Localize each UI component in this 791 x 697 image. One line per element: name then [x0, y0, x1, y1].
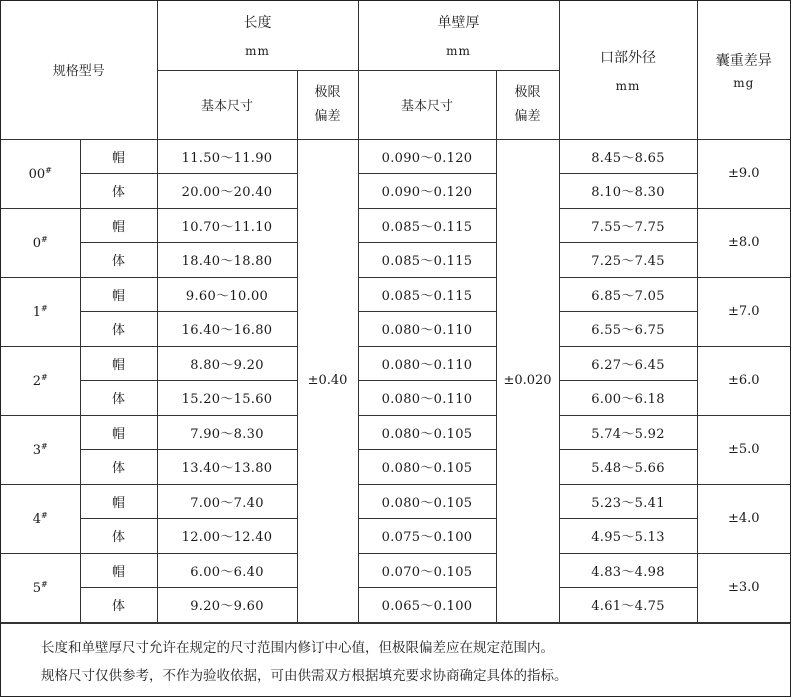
table-row: [1, 312, 790, 347]
outer-diameter: 8.10～8.30: [559, 174, 697, 209]
wall-basic: 0.070～0.105: [358, 553, 496, 588]
part-body: 体: [80, 174, 157, 209]
table-row: [1, 243, 790, 278]
length-basic: 6.00～6.40: [157, 553, 297, 588]
table-row: [1, 139, 790, 174]
length-tolerance: ±0.40: [297, 139, 358, 622]
header-wall-basic: 基本尺寸: [358, 70, 496, 139]
header-model: [1, 1, 157, 139]
model-mark: #: [41, 234, 48, 244]
length-basic: 10.70～11.10: [157, 208, 297, 243]
outer-diameter: 5.74～5.92: [559, 415, 697, 450]
wall-basic: 0.090～0.120: [358, 174, 496, 209]
model-cell: [1, 139, 80, 208]
length-basic: 9.20～9.60: [157, 588, 297, 623]
header-length: [157, 1, 358, 70]
weight-variation: ±3.0: [697, 553, 790, 622]
outer-diameter: 6.27～6.45: [559, 346, 697, 381]
length-basic: 18.40～18.80: [157, 243, 297, 278]
outer-diameter: 7.25～7.45: [559, 243, 697, 278]
wall-basic: 0.075～0.100: [358, 519, 496, 554]
header-length-tolerance-line1: 极限: [314, 84, 341, 100]
wall-basic: 0.090～0.120: [358, 139, 496, 174]
part-cap: 帽: [80, 346, 157, 381]
table-row: [1, 519, 790, 554]
model-number: 0: [32, 235, 42, 251]
length-basic: 11.50～11.90: [157, 139, 297, 174]
header-wall-tolerance-line2: 偏差: [514, 108, 541, 124]
part-body: 体: [80, 588, 157, 623]
wall-basic: 0.080～0.105: [358, 415, 496, 450]
weight-variation: ±7.0: [697, 277, 790, 346]
length-basic: 9.60～10.00: [157, 277, 297, 312]
header-length-unit: mm: [245, 44, 270, 59]
model-mark: #: [45, 165, 52, 175]
header-weight-title: 囊重差异: [715, 52, 772, 69]
length-basic: 7.00～7.40: [157, 484, 297, 519]
header-outer-title: 口部外径: [600, 49, 657, 66]
header-length-tolerance-line2: 偏差: [314, 108, 341, 124]
table-row: [1, 553, 790, 588]
wall-basic: 0.085～0.115: [358, 243, 496, 278]
header-length-title: 长度: [243, 15, 272, 32]
weight-variation: ±6.0: [697, 346, 790, 415]
wall-basic: 0.080～0.105: [358, 484, 496, 519]
header-wall-unit: mm: [446, 44, 471, 59]
part-cap: 帽: [80, 415, 157, 450]
model-cell: [1, 415, 80, 484]
header-wall-tolerance: [496, 70, 559, 139]
header-wall: [358, 1, 559, 70]
model-cell: [1, 208, 80, 277]
header-model-label: 规格型号: [52, 64, 105, 80]
table-row: [1, 346, 790, 381]
model-mark: #: [41, 579, 48, 589]
header-row-top: [1, 1, 790, 70]
model-mark: #: [41, 441, 48, 451]
table-row: [1, 174, 790, 209]
header-outer-unit: mm: [615, 78, 641, 93]
model-cell: [1, 277, 80, 346]
table-row: [1, 277, 790, 312]
outer-diameter: 5.23～5.41: [559, 484, 697, 519]
model-cell: [1, 553, 80, 622]
model-number: 1: [32, 304, 42, 320]
weight-variation: ±5.0: [697, 415, 790, 484]
outer-diameter: 4.95～5.13: [559, 519, 697, 554]
outer-diameter: 8.45～8.65: [559, 139, 697, 174]
outer-diameter: 6.55～6.75: [559, 312, 697, 347]
table-row: [1, 208, 790, 243]
model-cell: [1, 346, 80, 415]
part-body: 体: [80, 519, 157, 554]
table-row: [1, 450, 790, 485]
outer-diameter: 6.00～6.18: [559, 381, 697, 416]
part-body: 体: [80, 243, 157, 278]
outer-diameter: 7.55～7.75: [559, 208, 697, 243]
note-line: 长度和单壁厚尺寸允许在规定的尺寸范围内修订中心值，但极限偏差应在规定范围内。: [41, 639, 554, 656]
outer-diameter: 4.83～4.98: [559, 553, 697, 588]
part-cap: 帽: [80, 484, 157, 519]
table-row: [1, 381, 790, 416]
header-weight-unit: mg: [733, 75, 755, 90]
wall-tolerance: ±0.020: [496, 139, 559, 622]
weight-variation: ±4.0: [697, 484, 790, 553]
wall-basic: 0.080～0.105: [358, 450, 496, 485]
part-body: 体: [80, 381, 157, 416]
part-cap: 帽: [80, 553, 157, 588]
wall-basic: 0.080～0.110: [358, 346, 496, 381]
table-notes: [1, 623, 790, 690]
length-basic: 12.00～12.40: [157, 519, 297, 554]
table-row: [1, 484, 790, 519]
wall-basic: 0.080～0.110: [358, 312, 496, 347]
header-wall-tolerance-line1: 极限: [514, 84, 541, 100]
weight-variation: ±9.0: [697, 139, 790, 208]
length-basic: 13.40～13.80: [157, 450, 297, 485]
model-cell: [1, 484, 80, 553]
outer-diameter: 6.85～7.05: [559, 277, 697, 312]
header-outer: [559, 1, 697, 139]
model-number: 5: [32, 580, 42, 596]
part-cap: 帽: [80, 139, 157, 174]
model-number: 4: [32, 511, 42, 527]
header-length-basic: 基本尺寸: [157, 70, 297, 139]
model-mark: #: [41, 303, 48, 313]
note-line: 规格尺寸仅供参考，不作为验收依据，可由供需双方根据填充要求协商确定具体的指标。: [41, 667, 568, 684]
outer-diameter: 5.48～5.66: [559, 450, 697, 485]
header-length-tolerance: [297, 70, 358, 139]
wall-basic: 0.080～0.110: [358, 381, 496, 416]
model-mark: #: [41, 510, 48, 520]
part-body: 体: [80, 312, 157, 347]
table-row: [1, 415, 790, 450]
model-number: 00: [28, 166, 46, 182]
capsule-size-table: [1, 1, 790, 623]
model-number: 3: [32, 442, 42, 458]
model-number: 2: [32, 373, 42, 389]
table-row: [1, 588, 790, 623]
header-wall-title: 单壁厚: [437, 15, 480, 32]
length-basic: 15.20～15.60: [157, 381, 297, 416]
length-basic: 20.00～20.40: [157, 174, 297, 209]
length-basic: 7.90～8.30: [157, 415, 297, 450]
part-cap: 帽: [80, 277, 157, 312]
length-basic: 16.40～16.80: [157, 312, 297, 347]
header-weight: [697, 1, 790, 139]
model-mark: #: [41, 372, 48, 382]
wall-basic: 0.085～0.115: [358, 208, 496, 243]
part-cap: 帽: [80, 208, 157, 243]
weight-variation: ±8.0: [697, 208, 790, 277]
length-basic: 8.80～9.20: [157, 346, 297, 381]
wall-basic: 0.085～0.115: [358, 277, 496, 312]
outer-diameter: 4.61～4.75: [559, 588, 697, 623]
wall-basic: 0.065～0.100: [358, 588, 496, 623]
part-body: 体: [80, 450, 157, 485]
